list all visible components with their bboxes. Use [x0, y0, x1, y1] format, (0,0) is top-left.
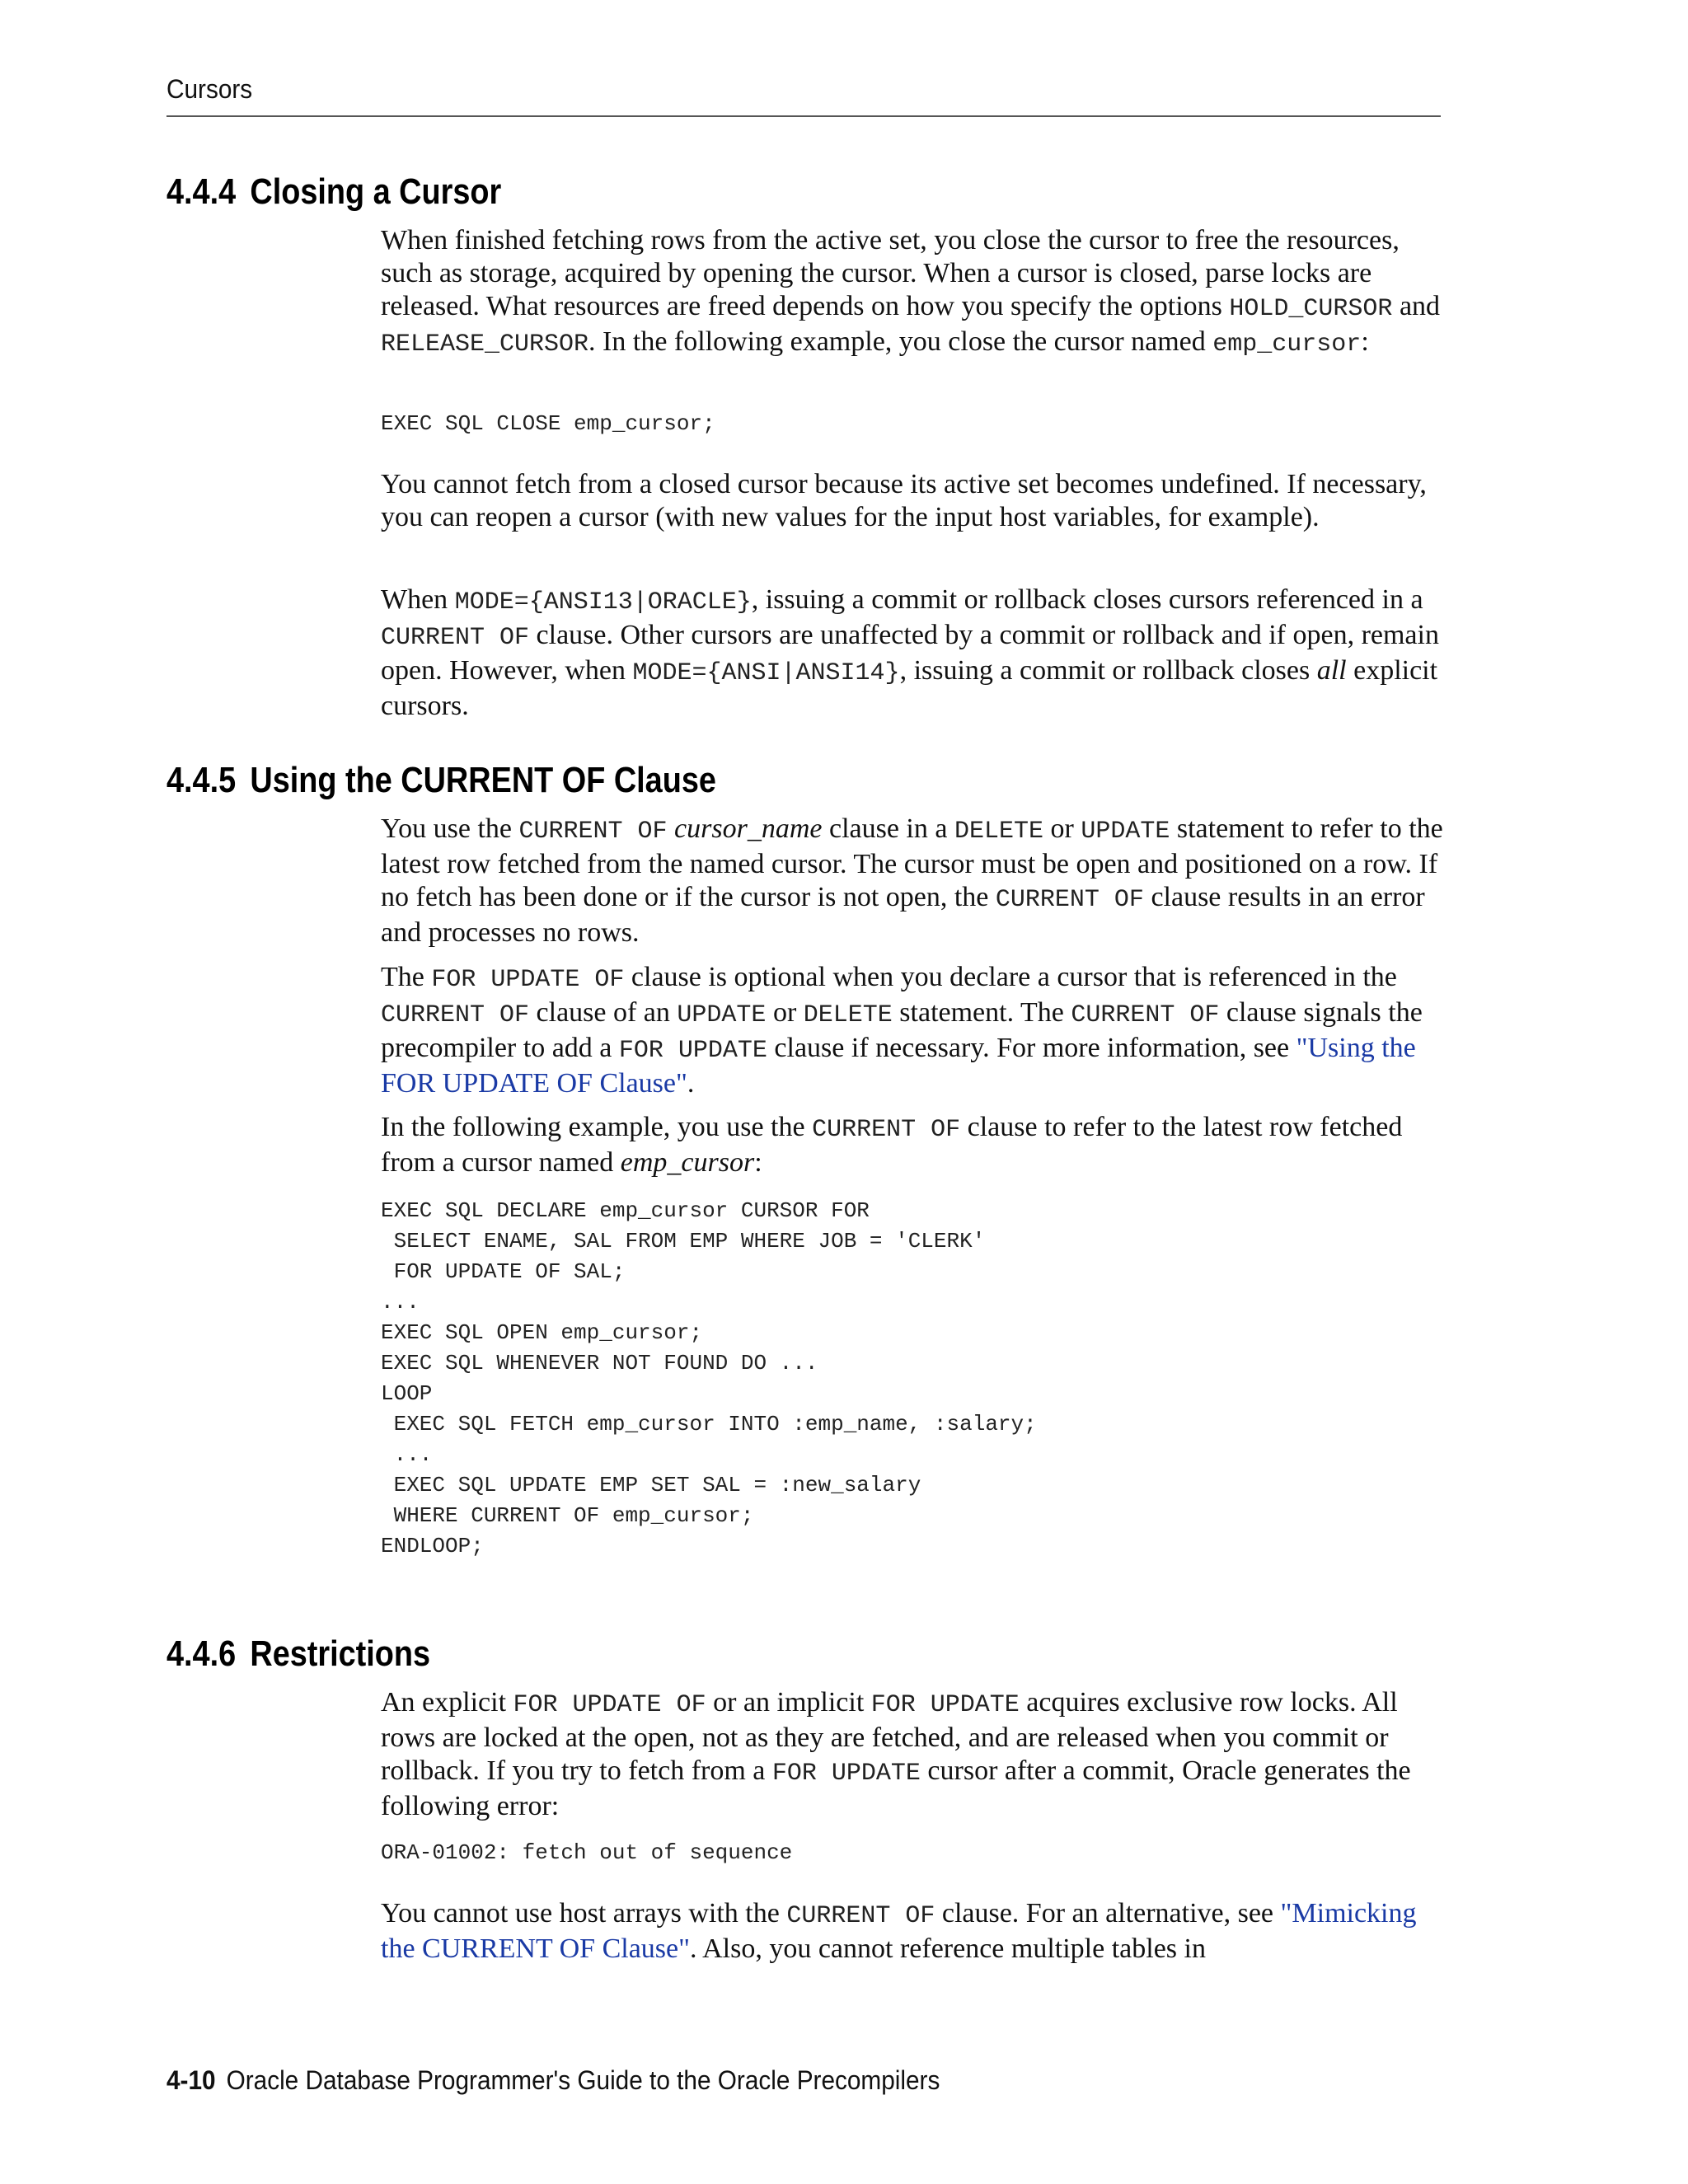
code-term: UPDATE — [677, 1001, 767, 1029]
code-term: emp_cursor — [1212, 330, 1362, 359]
cross-reference-link[interactable]: "Using the FOR UPDATE OF Clause" — [381, 1033, 1416, 1099]
code-term: DELETE — [954, 818, 1044, 846]
text: . — [687, 1068, 695, 1099]
code-term: CURRENT OF — [381, 1001, 530, 1029]
code-term: DELETE — [803, 1001, 893, 1029]
text: statement. The — [892, 997, 1071, 1028]
code-term: CURRENT OF — [381, 624, 530, 652]
code-block: EXEC SQL DECLARE emp_cursor CURSOR FOR SELECT ENAME, SAL FROM EMP WHERE JOB = 'CLERK' FOR UPDATE OF SAL; ... EXEC SQL OPEN emp_cursor; EXEC SQL WHENEVER NOT FOUND DO ... LOOP EXEC SQL FETCH emp_cursor INTO :emp_name, :salary; ... EXEC SQL UPDATE EMP SET SAL = :new_salary WHERE CURRENT OF emp_cursor; ENDLOOP; — [381, 1198, 1037, 1558]
text: or an implicit — [706, 1687, 871, 1718]
text: In the following example, you use the — [381, 1112, 813, 1142]
paragraph — [381, 1897, 1444, 1966]
text: acquires exclusive row locks. All rows are locked at the open, not as they are fetched, and are released when you commit or rollback. If you try to fetch from a — [381, 1687, 1398, 1786]
text: or — [766, 997, 804, 1028]
text: . Also, you cannot reference multiple tables in — [689, 1933, 1206, 1964]
paragraph — [381, 583, 1444, 723]
cross-reference-link[interactable]: "Mimicking the CURRENT OF Clause" — [381, 1898, 1417, 1964]
code-term: UPDATE — [1081, 818, 1170, 846]
text: clause in a — [822, 813, 954, 844]
code-term: CURRENT OF — [1071, 1001, 1220, 1029]
text: clause is optional when you declare a cursor that is referenced in the — [624, 962, 1397, 992]
section-heading-current-of-clause — [166, 760, 716, 801]
page-number: 4-10 — [166, 2065, 216, 2095]
emphasis: emp_cursor — [620, 1147, 755, 1178]
text: , issuing a commit or rollback closes — [899, 655, 1317, 686]
emphasis: all — [1316, 655, 1347, 686]
code-block: ORA-01002: fetch out of sequence — [381, 1840, 793, 1865]
code-term: MODE={ANSI13|ORACLE} — [454, 588, 752, 616]
running-header: Cursors — [166, 74, 253, 104]
text: clause signals the precompiler to add a — [381, 997, 1423, 1063]
code-term: FOR UPDATE — [870, 1691, 1020, 1719]
text: clause. For an alternative, see — [935, 1898, 1281, 1929]
paragraph — [381, 224, 1444, 361]
code-term: FOR UPDATE OF — [513, 1691, 706, 1719]
text: An explicit — [381, 1687, 513, 1718]
text: You cannot use host arrays with the — [381, 1898, 787, 1929]
paragraph — [381, 1686, 1444, 1823]
code-term: MODE={ANSI|ANSI14} — [632, 659, 900, 687]
text: explicit cursors. — [381, 655, 1438, 721]
text: or — [1043, 813, 1081, 844]
paragraph — [381, 1111, 1444, 1179]
section-title: Restrictions — [250, 1633, 431, 1674]
book-title: Oracle Database Programmer's Guide to the Oracle Precompilers — [226, 2065, 940, 2095]
code-term: CURRENT OF — [812, 1116, 961, 1144]
section-title: Using the CURRENT OF Clause — [250, 760, 716, 800]
text: You cannot fetch from a closed cursor because its active set becomes undefined. If necessary, you can reopen a cursor (with new values for the input host variables, for example). — [381, 469, 1427, 532]
code-term: CURRENT OF — [518, 818, 668, 846]
text: clause. Other cursors are unaffected by a commit or rollback and if open, remain open. However, when — [381, 620, 1439, 686]
text: and — [1392, 291, 1441, 321]
text: cursor after a commit, Oracle generates the following error: — [381, 1755, 1411, 1821]
text: clause if necessary. For more information, see — [767, 1033, 1296, 1063]
section-title: Closing a Cursor — [250, 171, 502, 212]
code-block: EXEC SQL CLOSE emp_cursor; — [381, 411, 715, 436]
text: : — [754, 1147, 762, 1178]
section-number: 4.4.4 — [166, 171, 237, 212]
section-number: 4.4.5 — [166, 760, 237, 800]
code-term: CURRENT OF — [995, 886, 1144, 914]
code-term: FOR UPDATE OF — [431, 966, 625, 994]
section-heading-restrictions — [166, 1633, 430, 1675]
text: : — [1361, 326, 1369, 357]
text: , issuing a commit or rollback closes cursors referenced in a — [751, 584, 1423, 615]
paragraph — [381, 468, 1444, 534]
text: statement to refer to the latest row fetched from the named cursor. The cursor must be open and positioned on a row. If no fetch has been done or if the cursor is not open, the — [381, 813, 1443, 912]
text: When finished fetching rows from the active set, you close the cursor to free the resources, such as storage, acquired by opening the cursor. When a cursor is closed, parse locks are released. What resources are freed depends on how you specify the options — [381, 225, 1400, 321]
text: The — [381, 962, 432, 992]
text: clause to refer to the latest row fetched from a cursor named — [381, 1112, 1403, 1178]
section-heading-closing-a-cursor — [166, 171, 501, 213]
text: clause of an — [529, 997, 678, 1028]
code-term: FOR UPDATE — [618, 1037, 767, 1065]
code-term: CURRENT OF — [786, 1902, 935, 1930]
paragraph — [381, 813, 1444, 949]
text: When — [381, 584, 455, 615]
text: You use the — [381, 813, 519, 844]
text: clause results in an error and processes no rows. — [381, 882, 1425, 948]
emphasis: cursor_name — [674, 813, 823, 844]
section-number: 4.4.6 — [166, 1633, 237, 1674]
code-term: RELEASE_CURSOR — [381, 330, 589, 359]
page-footer — [166, 2065, 940, 2096]
code-term: FOR UPDATE — [771, 1760, 921, 1788]
paragraph — [381, 961, 1444, 1100]
header-rule — [166, 115, 1441, 117]
text: . In the following example, you close the cursor named — [588, 326, 1213, 357]
code-term: HOLD_CURSOR — [1229, 295, 1393, 323]
